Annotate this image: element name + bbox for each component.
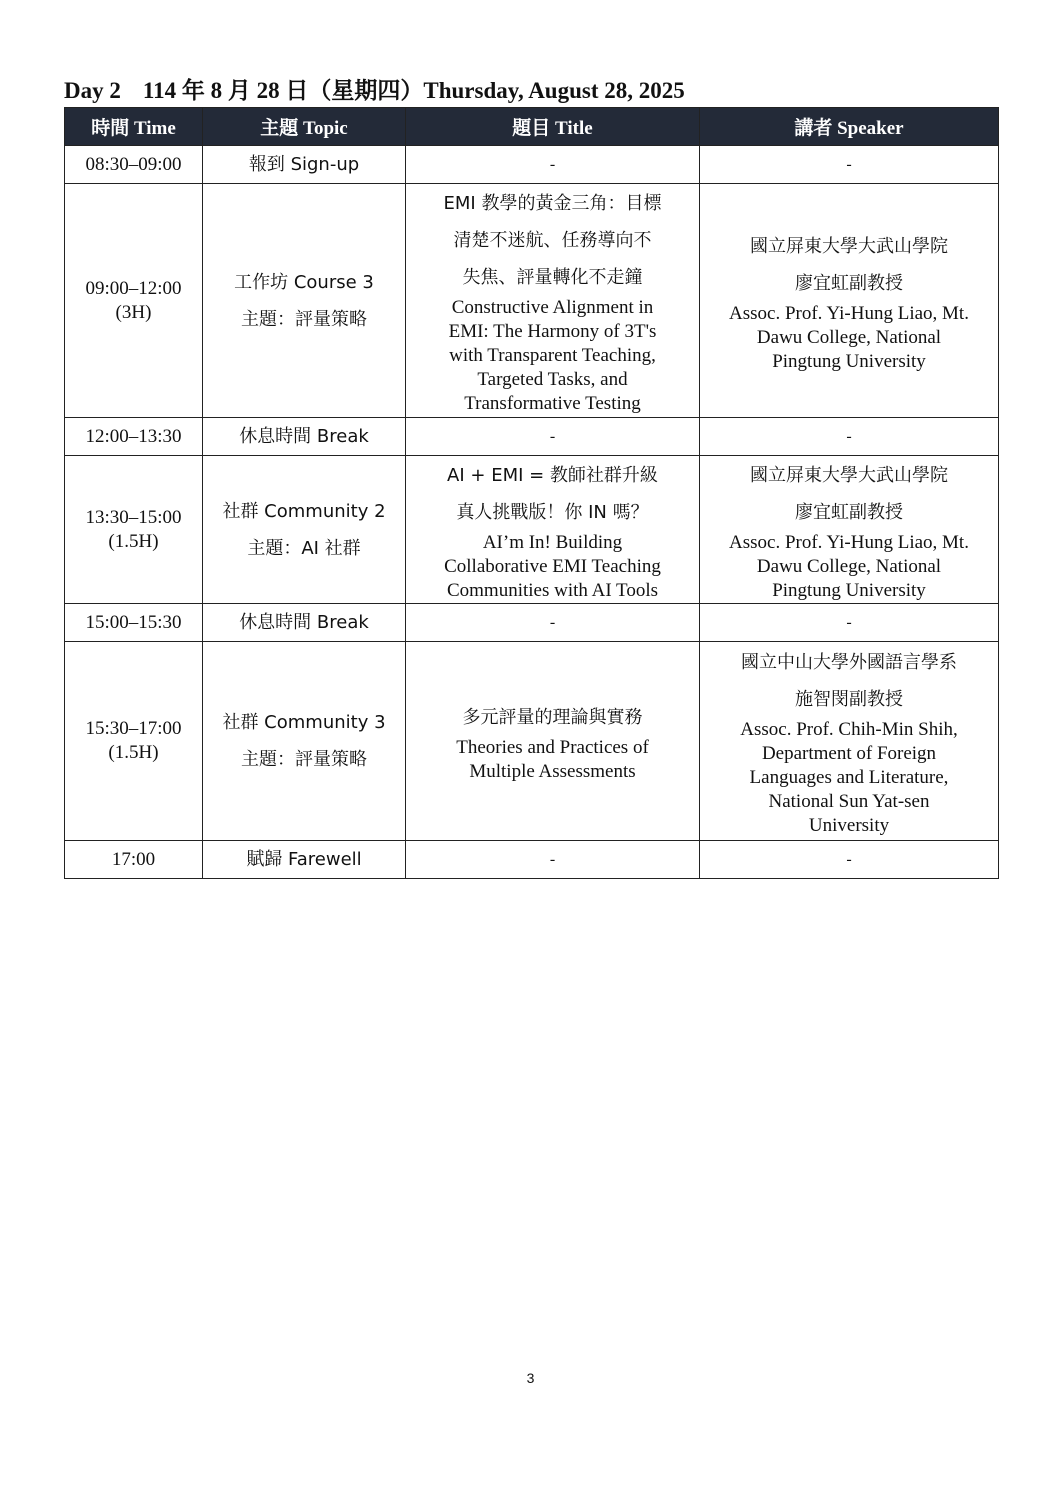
time-cell-line: 15:30–17:00 xyxy=(85,718,182,739)
speaker-cell-line: Languages and Literature, xyxy=(749,767,949,788)
speaker-cell-line: University xyxy=(808,815,890,836)
speaker-cell-line: 國立屏東大學大武山學院 xyxy=(750,235,948,257)
title-cell-line: AI’m In! Building xyxy=(482,531,623,553)
title-cell-line: - xyxy=(549,613,556,631)
title-cell xyxy=(406,418,700,456)
speaker-cell-line: Dawu College, National xyxy=(756,326,942,348)
speaker-cell-line: - xyxy=(846,155,852,173)
heading-date-en: Thursday, August 28, 2025 xyxy=(423,78,685,103)
time-cell-line: 08:30–09:00 xyxy=(85,153,182,175)
header-title: 題目 Title xyxy=(406,108,700,146)
title-cell-line: Multiple Assessments xyxy=(469,760,636,782)
header-topic: 主題 Topic xyxy=(203,108,406,146)
topic-cell xyxy=(203,642,406,841)
time-cell xyxy=(65,456,203,604)
topic-cell-line: 休息時間 Break xyxy=(239,612,369,633)
time-cell-line: 17:00 xyxy=(111,848,156,870)
speaker-cell xyxy=(700,604,999,642)
time-cell-line: (1.5H) xyxy=(108,742,159,763)
speaker-cell xyxy=(700,642,999,841)
speaker-cell xyxy=(700,146,999,184)
topic-cell-line: 工作坊 Course 3 xyxy=(234,271,374,293)
table-row xyxy=(65,841,999,879)
title-cell-line: 清楚不迷航、任務導向不 xyxy=(453,230,652,251)
title-cell-line: Collaborative EMI Teaching xyxy=(444,555,661,577)
speaker-cell-line: 施智閔副教授 xyxy=(795,689,903,710)
speaker-cell-line: Assoc. Prof. Yi-Hung Liao, Mt. xyxy=(729,531,969,553)
heading-day: Day 2 xyxy=(64,78,121,103)
time-cell xyxy=(65,418,203,456)
speaker-cell-line: - xyxy=(846,427,852,445)
topic-cell-line: 主題：評量策略 xyxy=(241,308,367,330)
table-header-row xyxy=(65,108,999,146)
topic-cell xyxy=(203,604,406,642)
topic-cell-line: 賦歸 Farewell xyxy=(246,849,362,870)
header-time: 時間 Time xyxy=(65,108,203,146)
table-row xyxy=(65,642,999,841)
time-cell xyxy=(65,642,203,841)
title-cell xyxy=(406,604,700,642)
title-cell-line: 多元評量的理論與實務 xyxy=(462,706,643,728)
header-speaker: 講者 Speaker xyxy=(700,108,999,146)
speaker-cell-line: National Sun Yat-sen xyxy=(768,791,930,812)
speaker-cell-line: 國立中山大學外國語言學系 xyxy=(741,652,957,673)
title-cell xyxy=(406,456,700,604)
speaker-cell-line: 國立屏東大學大武山學院 xyxy=(750,464,948,486)
topic-cell-line: 主題：AI 社群 xyxy=(247,537,361,559)
title-cell-line: - xyxy=(549,850,556,868)
time-cell-line: 12:00–13:30 xyxy=(85,425,182,447)
speaker-cell-line: 廖宜虹副教授 xyxy=(795,501,903,523)
title-cell-line: Targeted Tasks, and xyxy=(477,369,628,390)
time-cell-line: (3H) xyxy=(115,301,152,323)
speaker-cell xyxy=(700,184,999,418)
topic-cell xyxy=(203,418,406,456)
title-cell-line: Constructive Alignment in xyxy=(451,297,654,318)
speaker-cell-line: - xyxy=(846,613,852,631)
time-cell-line: 13:30–15:00 xyxy=(85,506,182,528)
time-cell xyxy=(65,146,203,184)
table-row xyxy=(65,456,999,604)
time-cell-line: 15:00–15:30 xyxy=(85,611,182,633)
speaker-cell xyxy=(700,456,999,604)
title-cell xyxy=(406,642,700,841)
speaker-cell-line: Pingtung University xyxy=(772,350,926,372)
page-number: 3 xyxy=(526,1370,535,1386)
title-cell-line: 真人挑戰版！你 IN 嗎？ xyxy=(456,501,649,523)
speaker-cell xyxy=(700,418,999,456)
title-cell-line: - xyxy=(549,427,556,445)
speaker-cell-line: 廖宜虹副教授 xyxy=(795,272,903,294)
title-cell-line: with Transparent Teaching, xyxy=(449,345,656,366)
schedule-rows xyxy=(65,146,999,879)
time-cell xyxy=(65,841,203,879)
heading-date-zh: 114 年 8 月 28 日（星期四） xyxy=(142,78,424,103)
table-row xyxy=(65,604,999,642)
topic-cell-line: 社群 Community 3 xyxy=(222,712,386,733)
time-cell xyxy=(65,604,203,642)
table-row xyxy=(65,184,999,418)
schedule-table xyxy=(64,107,999,879)
topic-cell xyxy=(203,841,406,879)
topic-cell-line: 休息時間 Break xyxy=(239,426,369,447)
speaker-cell xyxy=(700,841,999,879)
title-cell-line: - xyxy=(549,155,556,173)
title-cell xyxy=(406,841,700,879)
time-cell xyxy=(65,184,203,418)
table-row xyxy=(65,146,999,184)
speaker-cell-line: Pingtung University xyxy=(772,579,926,601)
speaker-cell-line: Assoc. Prof. Yi-Hung Liao, Mt. xyxy=(729,302,969,324)
topic-cell-line: 主題：評量策略 xyxy=(241,749,367,770)
title-cell-line: AI + EMI = 教師社群升級 xyxy=(447,464,658,486)
speaker-cell-line: - xyxy=(846,850,852,868)
time-cell-line: 09:00–12:00 xyxy=(85,277,182,299)
topic-cell xyxy=(203,456,406,604)
title-cell-line: Theories and Practices of xyxy=(456,736,649,758)
topic-cell-line: 社群 Community 2 xyxy=(222,500,386,522)
topic-cell-line: 報到 Sign-up xyxy=(248,154,360,175)
speaker-cell-line: Assoc. Prof. Chih-Min Shih, xyxy=(740,719,958,740)
title-cell-line: EMI 教學的黃金三角：目標 xyxy=(443,193,662,214)
time-cell-line: (1.5H) xyxy=(108,530,159,552)
title-cell-line: Communities with AI Tools xyxy=(446,579,659,601)
topic-cell xyxy=(203,184,406,418)
topic-cell xyxy=(203,146,406,184)
speaker-cell-line: Dawu College, National xyxy=(756,555,942,577)
page-heading xyxy=(64,72,707,105)
title-cell-line: Transformative Testing xyxy=(464,393,641,414)
title-cell-line: EMI: The Harmony of 3T's xyxy=(448,321,657,342)
title-cell-line: 失焦、評量轉化不走鐘 xyxy=(462,267,643,288)
speaker-cell-line: Department of Foreign xyxy=(761,743,937,764)
table-row xyxy=(65,418,999,456)
title-cell xyxy=(406,184,700,418)
title-cell xyxy=(406,146,700,184)
